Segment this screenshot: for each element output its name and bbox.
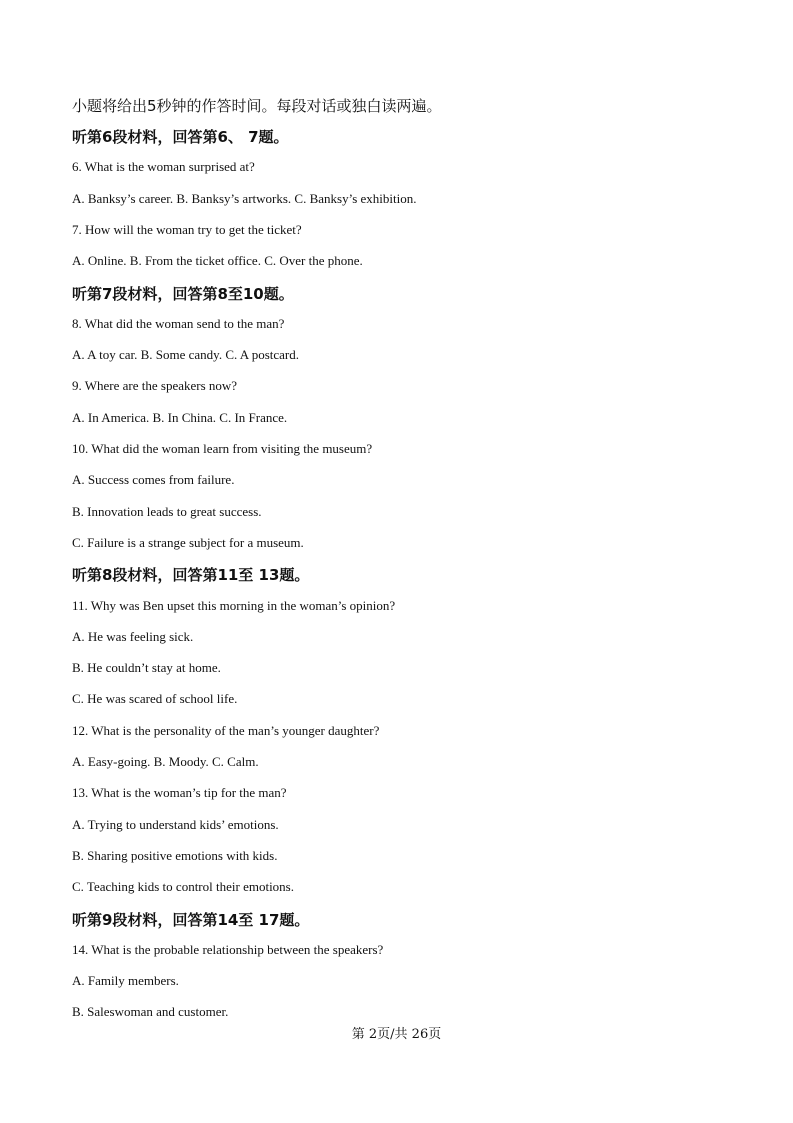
option-text: A. He was feeling sick. [72, 629, 194, 644]
instructions-text: 小题将给出5秒钟的作答时间。每段对话或独白读两遍。 [72, 97, 442, 115]
section-heading: 听第7段材料，回答第8至10题。 [72, 285, 294, 303]
option-text: B. Saleswoman and customer. [72, 1004, 229, 1019]
option-text: A. Trying to understand kids’ emotions. [72, 817, 279, 832]
question-text: 6. What is the woman surprised at? [72, 159, 255, 174]
option-text: A. Success comes from failure. [72, 472, 235, 487]
question-text: 14. What is the probable relationship between the speakers? [72, 942, 384, 957]
question-text: 10. What did the woman learn from visiting the museum? [72, 441, 373, 456]
option-text: A. Family members. [72, 973, 179, 988]
section-heading: 听第8段材料，回答第11至 13题。 [72, 566, 310, 584]
option-text: A. A toy car. B. Some candy. C. A postcard. [72, 347, 299, 362]
question-text: 9. Where are the speakers now? [72, 378, 238, 393]
question-text: 8. What did the woman send to the man? [72, 316, 285, 331]
option-text: C. He was scared of school life. [72, 691, 238, 706]
question-text: 13. What is the woman’s tip for the man? [72, 785, 287, 800]
option-text: A. In America. B. In China. C. In France. [72, 410, 288, 425]
option-text: B. Sharing positive emotions with kids. [72, 848, 278, 863]
option-text: B. Innovation leads to great success. [72, 504, 262, 519]
question-text: 12. What is the personality of the man’s younger daughter? [72, 723, 380, 738]
section-heading: 听第6段材料，回答第6、 7题。 [72, 128, 289, 146]
question-text: 11. Why was Ben upset this morning in the woman’s opinion? [72, 598, 396, 613]
option-text: A. Online. B. From the ticket office. C. Over the phone. [72, 253, 363, 268]
option-text: C. Failure is a strange subject for a museum. [72, 535, 304, 550]
option-text: C. Teaching kids to control their emotions. [72, 879, 294, 894]
option-text: A. Easy-going. B. Moody. C. Calm. [72, 754, 259, 769]
section-heading: 听第9段材料，回答第14至 17题。 [72, 911, 310, 929]
page-footer: 第 2页/共 26页 [351, 1027, 442, 1042]
question-text: 7. How will the woman try to get the ticket? [72, 222, 302, 237]
option-text: B. He couldn’t stay at home. [72, 660, 221, 675]
option-text: A. Banksy’s career. B. Banksy’s artworks. C. Banksy’s exhibition. [72, 191, 417, 206]
